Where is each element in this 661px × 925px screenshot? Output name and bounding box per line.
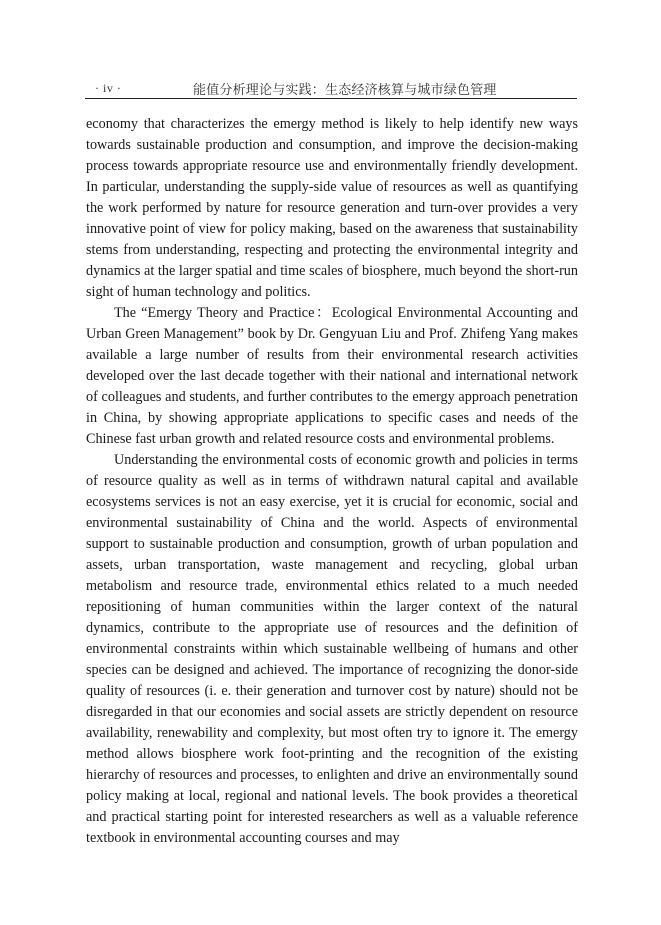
page-header [85,78,577,99]
running-title: 能值分析理论与实践：生态经济核算与城市绿色管理 [193,83,497,98]
paragraph-continuation: economy that characterizes the emergy method is likely to help identify new ways towards sustainable production and consumption, and improve the decision-making process towards appropriate resource use and environmentally friendly development. In particular, understanding the supply-side value of resources as well as quantifying the work performed by nature for resource generation and turn-over provides a very innovative point of view for policy making, based on the awareness that sustainability stems from understanding, respecting and protecting the environmental integrity and dynamics at the larger spatial and time scales of biosphere, much beyond the short-run sight of human technology and politics. [86,116,578,300]
paragraph-environmental-costs: Understanding the environmental costs of economic growth and policies in terms of resource quality as well as in terms of withdrawn natural capital and available ecosystems services is not an easy exercise, yet it is crucial for economic, social and environmental sustainability of China and the world. Aspects of environmental support to sustainable production and consumption, growth of urban population and assets, urban transportation, waste management and recycling, global urban metabolism and resource trade, environmental ethics related to a much needed repositioning of human communities within the larger context of the natural dynamics, contribute to the appropriate use of resources and the definition of environmental constraints within which sustainable wellbeing of humans and other species can be designed and achieved. The importance of recognizing the donor-side quality of resources (i. e. their generation and turnover cost by nature) should not be disregarded in that our economies and social assets are strictly dependent on resource availability, renewability and complexity, but most often try to ignore it. The emergy method allows biosphere work foot-printing and the recognition of the existing hierarchy of resources and processes, to enlighten and drive an environmentally sound policy making at local, regional and national levels. The book provides a theoretical and practical starting point for interested researchers as well as a valuable reference textbook in environmental accounting courses and may [86,452,578,846]
body-text [86,114,578,849]
page-number: · iv · [95,81,122,95]
paragraph-book-description: The “Emergy Theory and Practice：Ecological Environmental Accounting and Urban Green Management” book by Dr. Gengyuan Liu and Prof. Zhifeng Yang makes available a large number of results from their environmental research activities developed over the last decade together with their national and international network of colleagues and students, and further contributes to the emergy approach penetration in China, by showing appropriate applications to specific cases and needs of the Chinese fast urban growth and related resource costs and environmental problems. [86,305,578,447]
